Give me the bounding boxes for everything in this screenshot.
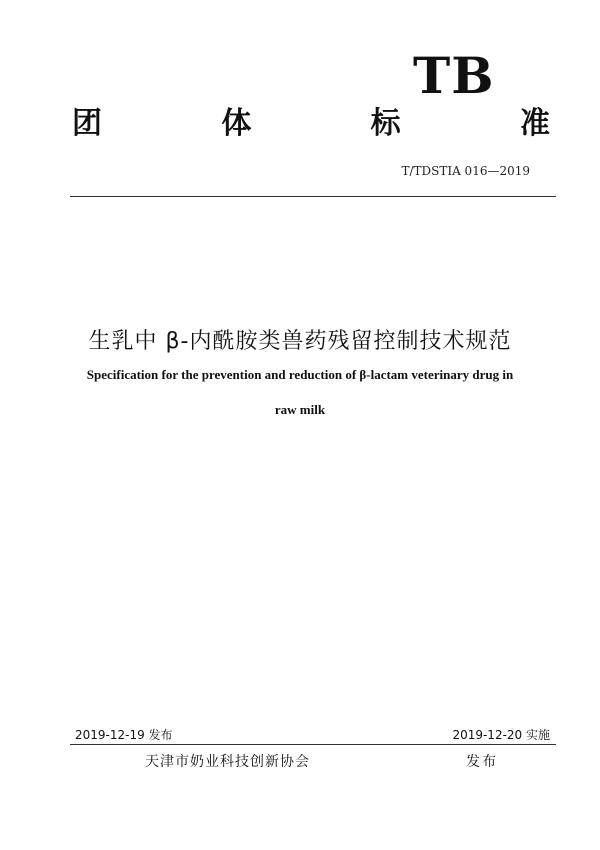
release-date: 2019-12-19 发布 xyxy=(75,728,173,742)
chinese-title: 生乳中 β-内酰胺类兽药残留控制技术规范 xyxy=(88,329,512,354)
category-char: 团 xyxy=(72,106,102,141)
publish-label: 发布 xyxy=(466,754,498,770)
english-title-line-2: raw milk xyxy=(274,402,326,417)
category-char: 体 xyxy=(221,106,252,141)
standard-category xyxy=(72,104,550,144)
top-divider xyxy=(70,196,556,197)
tb-logo: TB xyxy=(413,46,495,105)
implementation-date: 2019-12-20 实施 xyxy=(452,728,550,742)
bottom-divider xyxy=(70,744,556,745)
standard-number: T/TDSTIA 016—2019 xyxy=(401,164,530,178)
category-char: 准 xyxy=(519,106,550,141)
publisher-name: 天津市奶业科技创新协会 xyxy=(145,754,310,770)
category-char: 标 xyxy=(370,106,401,141)
english-title-line-1: Specification for the prevention and reduction of β-lactam veterinary drug in xyxy=(86,367,514,382)
